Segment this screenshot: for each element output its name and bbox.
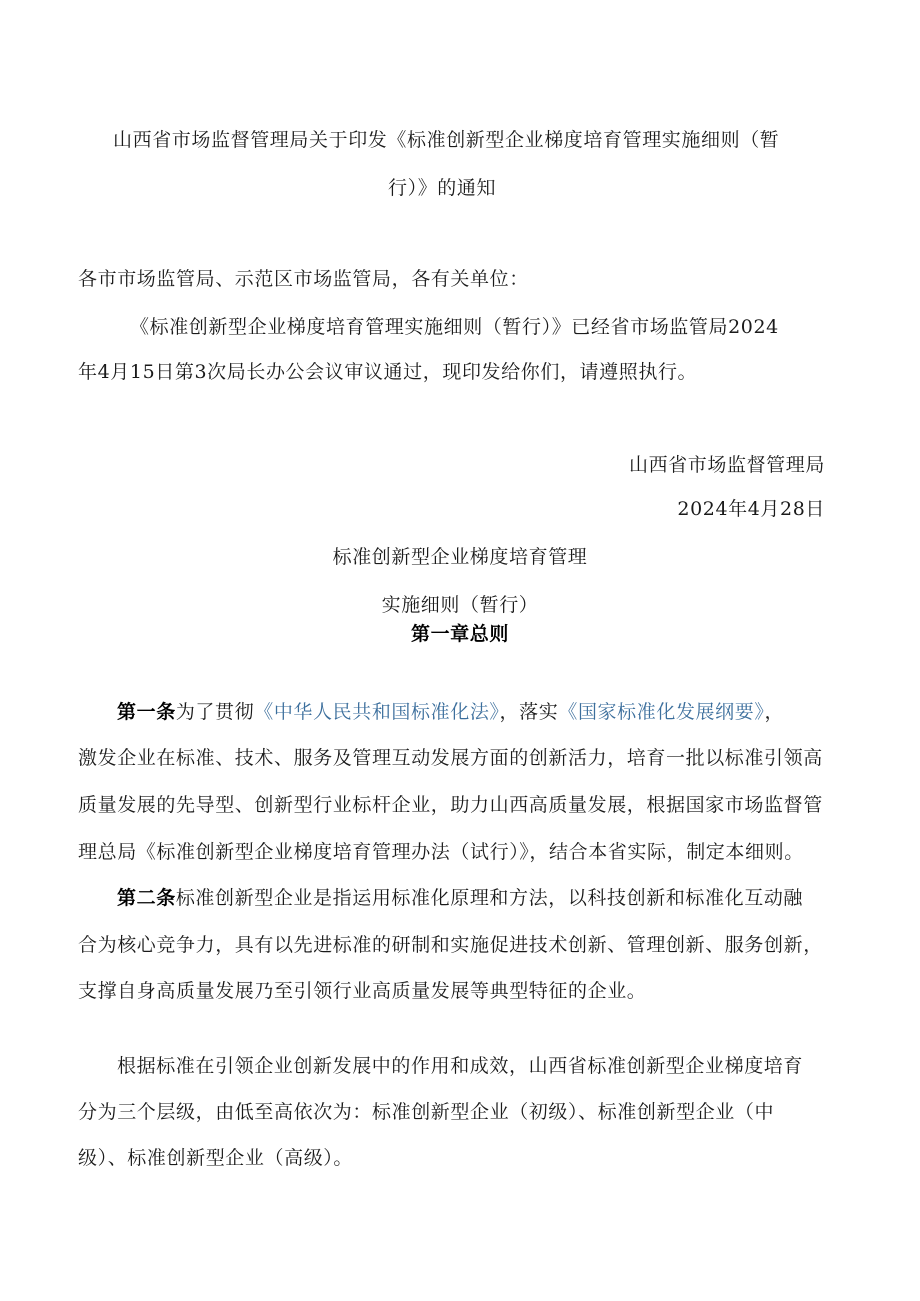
article-1-text-c: ， bbox=[764, 701, 785, 723]
article-1-line-2: 激发企业在标准、技术、服务及管理互动发展方面的创新活力，培育一批以标准引领高 bbox=[78, 747, 823, 769]
issue-date: 2024年4月28日 bbox=[677, 498, 825, 520]
rules-title-line-2: 实施细则（暂行） bbox=[381, 594, 539, 616]
article-1-line-3: 质量发展的先导型、创新型行业标杆企业，助力山西高质量发展，根据国家市场监督管 bbox=[78, 794, 823, 816]
notice-body-line-2: 年4月15日第3次局长办公会议审议通过，现印发给你们，请遵照执行。 bbox=[78, 361, 698, 383]
article-1-text-a: 为了贯彻 bbox=[175, 701, 255, 723]
signature: 山西省市场监督管理局 bbox=[628, 454, 825, 476]
article-2-label: 第二条 bbox=[117, 887, 176, 909]
notice-title-line-2: 行）》的通知 bbox=[388, 177, 497, 199]
chapter-heading: 第一章总则 bbox=[410, 623, 509, 645]
article-2-text: 标准创新型企业是指运用标准化原理和方法，以科技创新和标准化互动融 bbox=[175, 887, 804, 909]
notice-title-line-1: 山西省市场监督管理局关于印发《标准创新型企业梯度培育管理实施细则（暂 bbox=[113, 129, 780, 151]
standardization-law-link[interactable]: 《中华人民共和国标准化法》 bbox=[254, 701, 500, 723]
article-2-line-1 bbox=[117, 886, 803, 910]
tier-paragraph-line-2: 分为三个层级，由低至高依次为：标准创新型企业（初级）、标准创新型企业（中 bbox=[78, 1101, 775, 1123]
rules-title-line-1: 标准创新型企业梯度培育管理 bbox=[332, 546, 588, 568]
article-1-label: 第一条 bbox=[117, 701, 176, 723]
tier-paragraph-line-3: 级）、标准创新型企业（高级）。 bbox=[78, 1147, 354, 1169]
standardization-outline-link[interactable]: 《国家标准化发展纲要》 bbox=[558, 701, 765, 723]
notice-body-line-1: 《标准创新型企业梯度培育管理实施细则（暂行）》已经省市场监管局2024 bbox=[130, 316, 779, 338]
article-1-text-b: ，落实 bbox=[499, 701, 559, 723]
article-1-line-4: 理总局《标准创新型企业梯度培育管理办法（试行）》，结合本省实际，制定本细则。 bbox=[78, 841, 804, 863]
article-2-line-3: 支撑自身高质量发展乃至引领行业高质量发展等典型特征的企业。 bbox=[78, 980, 647, 1002]
article-2-line-2: 合为核心竞争力，具有以先进标准的研制和实施促进技术创新、管理创新、服务创新， bbox=[78, 934, 823, 956]
salutation: 各市市场监管局、示范区市场监管局，各有关单位： bbox=[78, 268, 529, 290]
article-1-line-1 bbox=[117, 700, 784, 724]
tier-paragraph-line-1: 根据标准在引领企业创新发展中的作用和成效，山西省标准创新型企业梯度培育 bbox=[117, 1055, 804, 1077]
